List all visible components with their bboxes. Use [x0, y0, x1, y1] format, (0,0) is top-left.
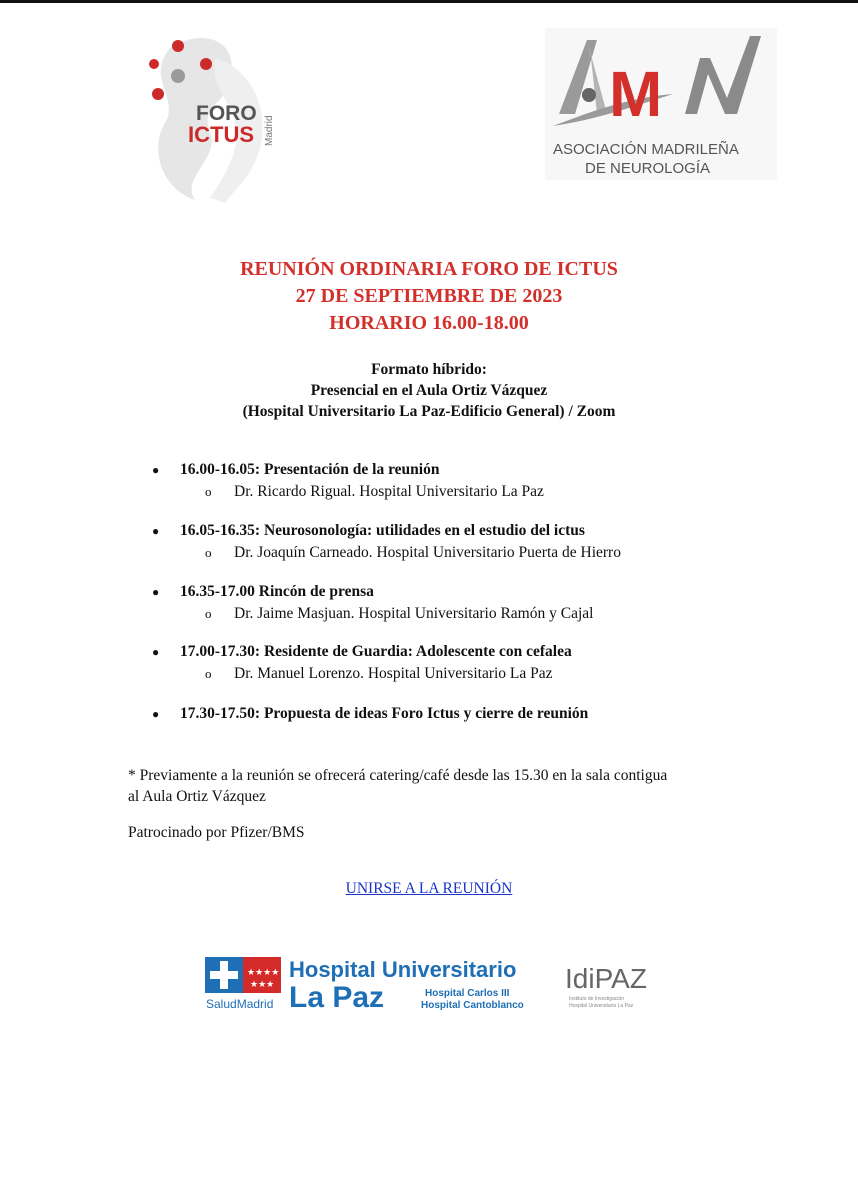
salud-madrid-text: SaludMadrid [206, 997, 274, 1011]
amn-line1: ASOCIACIÓN MADRILEÑA [553, 141, 739, 158]
title-line-1: REUNIÓN ORDINARIA FORO DE ICTUS [240, 258, 618, 280]
foro-line2: ICTUS [188, 122, 254, 147]
agenda-item-speaker: Dr. Manuel Lorenzo. Hospital Universitario La Paz [234, 665, 553, 682]
idipaz-sub1: Instituto de Investigación [569, 996, 625, 1002]
amn-line2: DE NEUROLOGÍA [585, 160, 711, 177]
agenda-item-speaker: Dr. Jaime Masjuan. Hospital Universitario Ramón y Cajal [234, 605, 594, 622]
agenda-item-speaker: Dr. Joaquín Carneado. Hospital Universitario Puerta de Hierro [234, 544, 621, 561]
sub-bullet-icon: o [205, 545, 212, 560]
note-line-2: al Aula Ortiz Vázquez [128, 788, 266, 805]
svg-text:★★★: ★★★ [250, 979, 275, 989]
hospital-line1: Hospital Universitario [289, 957, 517, 982]
foro-region: Madrid [264, 115, 275, 146]
title-line-3: HORARIO 16.00-18.00 [329, 312, 529, 334]
agenda-item-speaker: Dr. Ricardo Rigual. Hospital Universitario La Paz [234, 483, 544, 500]
sponsor-text: Patrocinado por Pfizer/BMS [128, 824, 305, 841]
bullet-icon: ● [152, 707, 160, 721]
foro-ictus-logo [140, 28, 300, 208]
catering-note [128, 765, 768, 807]
idipaz-name: IdiPAZ [565, 963, 647, 994]
sub-bullet-icon: o [205, 606, 212, 621]
sub-bullet-icon: o [205, 666, 212, 681]
meeting-title [0, 256, 858, 337]
hospital-la-paz-logo [205, 955, 535, 1015]
agenda-item-title: 17.30-17.50: Propuesta de ideas Foro Ictus y cierre de reunión [180, 705, 589, 722]
agenda-item-title: 16.00-16.05: Presentación de la reunión [180, 461, 440, 478]
svg-text:M: M [609, 58, 663, 130]
agenda-item-title: 16.05-16.35: Neurosonología: utilidades en el estudio del ictus [180, 522, 585, 539]
top-border [0, 0, 858, 3]
hospital-line2: La Paz [289, 981, 385, 1014]
bullet-icon: ● [152, 524, 160, 538]
title-line-2: 27 DE SEPTIEMBRE DE 2023 [295, 285, 563, 307]
meeting-format [0, 359, 858, 422]
hospital-sub1: Hospital Carlos III [425, 988, 510, 999]
svg-text:★★★★: ★★★★ [247, 967, 280, 977]
hospital-sub2: Hospital Cantoblanco [421, 1000, 524, 1011]
idipaz-sub2: Hospital Universitario La Paz [569, 1003, 634, 1009]
format-line-1: Formato híbrido: [371, 361, 487, 378]
bullet-icon: ● [152, 463, 160, 477]
idipaz-logo [565, 960, 665, 1010]
agenda-item-title: 16.35-17.00 Rincón de prensa [180, 583, 374, 600]
format-line-2: Presencial en el Aula Ortiz Vázquez [310, 382, 548, 399]
sub-bullet-icon: o [205, 484, 212, 499]
join-meeting-link[interactable]: UNIRSE A LA REUNIÓN [345, 880, 513, 897]
foro-line1: FORO [196, 102, 257, 125]
bullet-icon: ● [152, 585, 160, 599]
note-line-1: * Previamente a la reunión se ofrecerá catering/café desde las 15.30 en la sala contigua [128, 767, 668, 784]
format-line-3: (Hospital Universitario La Paz-Edificio General) / Zoom [242, 403, 616, 420]
bullet-icon: ● [152, 645, 160, 659]
amn-logo [545, 28, 777, 180]
agenda-item-title: 17.00-17.30: Residente de Guardia: Adolescente con cefalea [180, 643, 572, 660]
